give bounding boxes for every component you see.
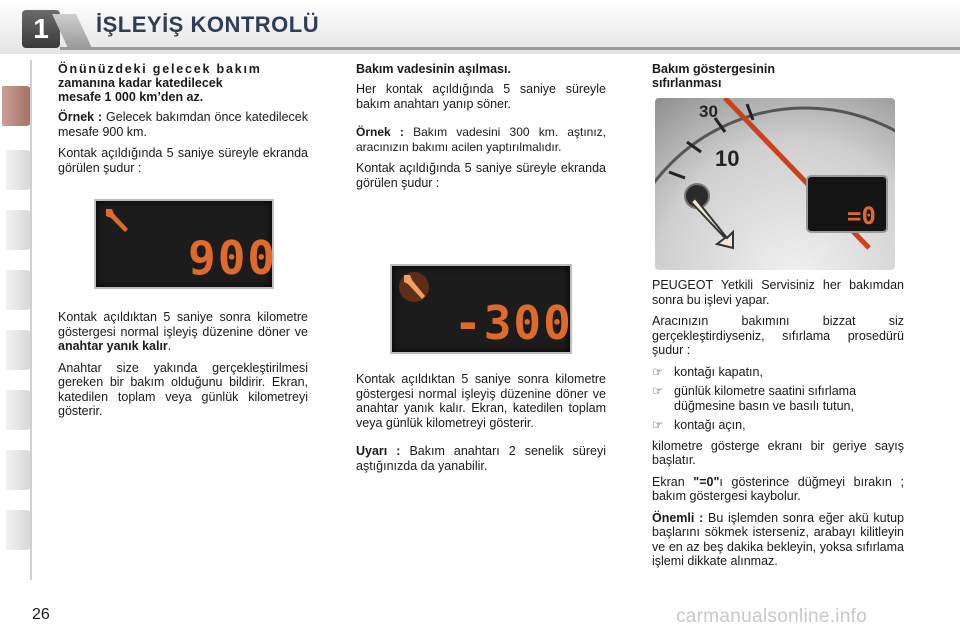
pointing-hand-icon: ☞ <box>652 418 664 432</box>
section-heading-upcoming: Önünüzdeki gelecek bakım zamanına kadar katedilecek mesafe 1 000 km’den az. <box>58 62 262 104</box>
page-title: İŞLEYİŞ KONTROLÜ <box>96 12 320 37</box>
column-1 <box>58 62 308 182</box>
speedometer-icon <box>655 98 895 270</box>
rail-tab[interactable] <box>6 270 32 310</box>
chapter-rail <box>0 60 34 580</box>
column-1-lower <box>58 310 308 426</box>
kontak-paragraph: Kontak açıldıktan 5 saniye sonra kilometre göstergesi normal işleyiş düzenine döner ve anahtar yanık kalır. Ekran, katedilen toplam veya günlük kilometreyi gösterir. <box>356 372 606 430</box>
display-minus-300 <box>390 264 572 354</box>
section-heading-reset: Bakım göstergesinin sıfırlanması <box>652 62 775 90</box>
display-reset-value: =0 <box>847 202 876 230</box>
kontak-paragraph: Kontak açıldıktan 5 saniye sonra kilometre göstergesi normal işleyiş düzenine döner ve anahtar yanık kalır. <box>58 310 308 353</box>
section-heading-overdue: Bakım vadesinin aşılması. <box>356 62 511 76</box>
flash-paragraph: Her kontak açıldığında 5 saniye süreyle bakım anahtarı yanıp söner. <box>356 82 606 111</box>
step-item: ☞ kontağı açın, <box>652 418 746 432</box>
wrench-icon-blinking <box>398 270 430 304</box>
display-digits: 900 <box>188 231 278 285</box>
rail-tab[interactable] <box>6 210 32 250</box>
pointing-hand-icon: ☞ <box>652 384 664 398</box>
step-item: ☞ günlük kilometre saatini sıfırlama düğmesine basın ve basılı tutun, <box>652 384 857 413</box>
header-divider <box>60 47 960 50</box>
instruction-paragraph: Kontak açıldığında 5 saniye süreyle ekranda görülen şudur : <box>58 146 308 175</box>
important-note: Önemli : Bu işlemden sonra eğer akü kutup başlarını sökmek isterseniz, arabayı kilitleyin ve en az beş dakika bekleyin, yoksa sıfırlama işlemi dikkate alınmaz. <box>652 510 904 568</box>
instrument-cluster-image <box>655 98 895 270</box>
watermark: carmanualsonline.info <box>676 606 868 627</box>
procedure-intro: Aracınızın bakımını bizzat siz gerçekleştirdiyseniz, sıfırlama prosedürü şudur : <box>652 314 904 357</box>
column-2-lower <box>356 372 606 480</box>
rail-tab[interactable] <box>6 330 32 370</box>
chapter-number: 1 <box>22 10 60 48</box>
rail-tab-active[interactable] <box>2 86 32 126</box>
countdown-paragraph: kilometre gösterge ekranı bir geriye sayış başlatır. <box>652 438 904 467</box>
column-3 <box>652 278 904 576</box>
rail-tab[interactable] <box>6 510 32 550</box>
key-paragraph: Anahtar size yakında gerçekleştirilmesi gereken bir bakım olduğunu bildirir. Ekran, katedilen toplam veya günlük kilometreyi gösterir. <box>58 360 308 418</box>
display-digits: -300 <box>454 296 573 350</box>
warning-paragraph: Uyarı : Bakım anahtarı 2 senelik süreyi aştığınızda da yanabilir. <box>356 444 606 473</box>
example-paragraph: Örnek : Gelecek bakımdan önce katedilecek mesafe 900 km. <box>58 110 308 139</box>
example-paragraph: Örnek : Bakım vadesini 300 km. aştınız, aracınızın bakımı acilen yaptırılmalıdır. <box>356 125 606 154</box>
column-3-heading <box>652 62 902 96</box>
service-paragraph: PEUGEOT Yetkili Servisiniz her bakımdan sonra bu işlevi yapar. <box>652 278 904 307</box>
rail-tab[interactable] <box>6 450 32 490</box>
gauge-label-30: 30 <box>699 102 718 121</box>
column-2 <box>356 62 606 197</box>
release-paragraph: Ekran "=0"ı gösterince düğmeyi bırakın ; bakım göstergesi kaybolur. <box>652 474 904 503</box>
rail-tab[interactable] <box>6 150 32 190</box>
rail-divider <box>30 60 32 580</box>
display-900 <box>94 199 278 289</box>
rail-tab[interactable] <box>6 390 32 430</box>
page-number: 26 <box>32 606 50 623</box>
wrench-icon <box>102 205 132 235</box>
pointing-hand-icon: ☞ <box>652 364 664 379</box>
step-item: ☞ kontağı kapatın, <box>652 364 763 379</box>
instruction-paragraph: Kontak açıldığında 5 saniye süreyle ekranda görülen şudur : <box>356 161 606 190</box>
gauge-label-10: 10 <box>715 146 740 171</box>
